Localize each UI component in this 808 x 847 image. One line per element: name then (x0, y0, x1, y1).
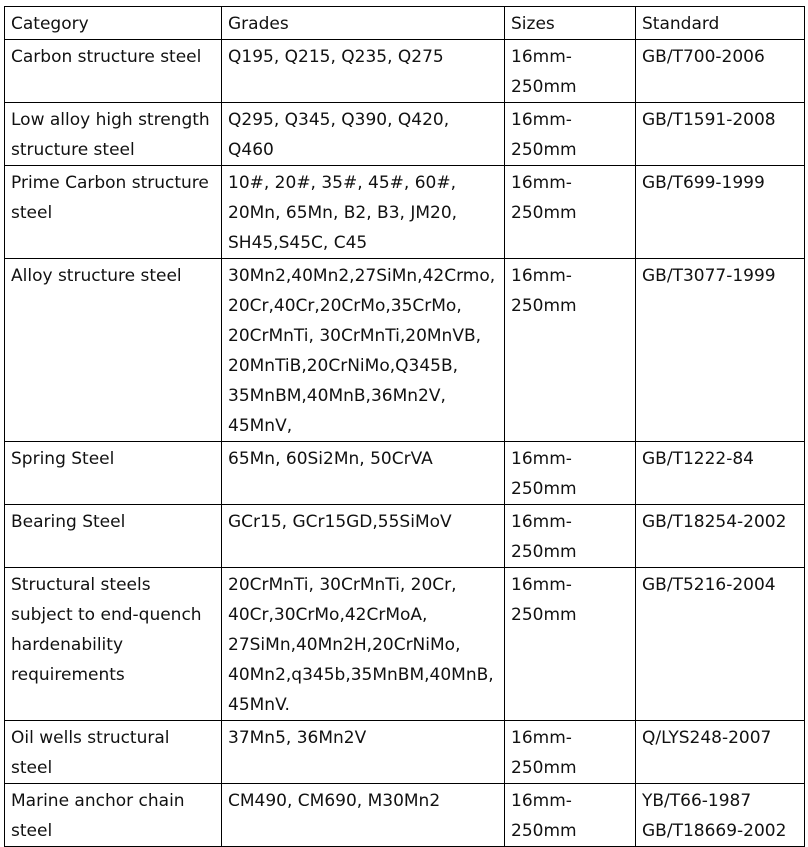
cell-grades (222, 166, 505, 259)
table-row (5, 103, 805, 166)
cell-category-line: Marine anchor chain (11, 791, 185, 811)
cell-standard (636, 442, 805, 505)
cell-grades-line: 20MnTiB,20CrNiMo,Q345B, (228, 356, 459, 376)
header-category: Category (5, 7, 222, 40)
cell-grades-line: 45MnV. (228, 695, 290, 715)
table-header-row (5, 7, 805, 40)
cell-grades (222, 442, 505, 505)
cell-grades-line: 40Cr,30CrMo,42CrMoA, (228, 605, 428, 625)
steel-grades-table (4, 6, 805, 847)
cell-standard (636, 568, 805, 721)
cell-grades-line: GCr15, GCr15GD,55SiMoV (228, 512, 452, 532)
cell-category-line: hardenability (11, 635, 124, 655)
cell-category-line: structure steel (11, 140, 135, 160)
cell-sizes: 16mm-250mm (505, 40, 636, 103)
cell-grades-line: Q195, Q215, Q235, Q275 (228, 47, 444, 67)
cell-grades (222, 103, 505, 166)
cell-sizes: 16mm-250mm (505, 103, 636, 166)
cell-standard-line: GB/T5216-2004 (642, 575, 776, 595)
cell-standard (636, 259, 805, 442)
cell-category-line: Bearing Steel (11, 512, 126, 532)
table-row (5, 568, 805, 721)
cell-grades-line: 37Mn5, 36Mn2V (228, 728, 367, 748)
table-row (5, 40, 805, 103)
cell-grades-line: SH45,S45C, C45 (228, 233, 368, 253)
cell-grades-line: Q295, Q345, Q390, Q420, (228, 110, 450, 130)
cell-standard (636, 103, 805, 166)
cell-category-line: Oil wells structural (11, 728, 170, 748)
cell-grades-line: 20Mn, 65Mn, B2, B3, JM20, (228, 203, 458, 223)
cell-grades-line: 45MnV, (228, 416, 293, 436)
cell-category (5, 568, 222, 721)
cell-standard (636, 784, 805, 847)
cell-standard-line: YB/T66-1987 (642, 791, 752, 811)
steel-grades-table-container (4, 6, 804, 847)
cell-category (5, 442, 222, 505)
cell-category (5, 721, 222, 784)
cell-category (5, 784, 222, 847)
cell-grades-line: 40Mn2,q345b,35MnBM,40MnB, (228, 665, 494, 685)
table-row (5, 259, 805, 442)
cell-standard-line: GB/T18669-2002 (642, 821, 787, 841)
cell-category-line: Low alloy high strength (11, 110, 210, 130)
table-body (5, 40, 805, 847)
table-row (5, 721, 805, 784)
cell-grades-line: CM490, CM690, M30Mn2 (228, 791, 441, 811)
cell-grades-line: 30Mn2,40Mn2,27SiMn,42Crmo, (228, 266, 496, 286)
cell-standard-line: GB/T700-2006 (642, 47, 765, 67)
cell-sizes: 16mm-250mm (505, 442, 636, 505)
cell-grades (222, 568, 505, 721)
cell-sizes: 16mm-250mm (505, 721, 636, 784)
cell-standard-line: GB/T1591-2008 (642, 110, 776, 130)
cell-category-line: Structural steels (11, 575, 151, 595)
cell-category-line: steel (11, 821, 53, 841)
cell-category-line: steel (11, 758, 53, 778)
cell-grades-line: 27SiMn,40Mn2H,20CrNiMo, (228, 635, 461, 655)
cell-grades (222, 259, 505, 442)
table-row (5, 166, 805, 259)
table-row (5, 442, 805, 505)
cell-category-line: Spring Steel (11, 449, 115, 469)
cell-category-line: subject to end-quench (11, 605, 202, 625)
cell-grades (222, 40, 505, 103)
cell-grades-line: 35MnBM,40MnB,36Mn2V, (228, 386, 446, 406)
cell-standard-line: GB/T18254-2002 (642, 512, 787, 532)
cell-standard-line: Q/LYS248-2007 (642, 728, 772, 748)
cell-standard-line: GB/T699-1999 (642, 173, 765, 193)
cell-category-line: requirements (11, 665, 125, 685)
cell-category-line: Prime Carbon structure (11, 173, 209, 193)
cell-sizes: 16mm-250mm (505, 505, 636, 568)
cell-sizes: 16mm-250mm (505, 784, 636, 847)
cell-category-line: steel (11, 203, 53, 223)
header-standard: Standard (636, 7, 805, 40)
cell-standard (636, 166, 805, 259)
header-grades: Grades (222, 7, 505, 40)
cell-standard (636, 505, 805, 568)
cell-grades-line: 20CrMnTi, 30CrMnTi,20MnVB, (228, 326, 482, 346)
cell-category (5, 40, 222, 103)
cell-grades-line: Q460 (228, 140, 274, 160)
cell-category (5, 166, 222, 259)
cell-sizes: 16mm-250mm (505, 166, 636, 259)
cell-category-line: Carbon structure steel (11, 47, 202, 67)
cell-grades-line: 65Mn, 60Si2Mn, 50CrVA (228, 449, 433, 469)
cell-grades-line: 10#, 20#, 35#, 45#, 60#, (228, 173, 457, 193)
table-row (5, 784, 805, 847)
cell-grades (222, 784, 505, 847)
header-sizes: Sizes (505, 7, 636, 40)
cell-grades (222, 721, 505, 784)
cell-sizes: 16mm-250mm (505, 568, 636, 721)
cell-category (5, 259, 222, 442)
cell-standard-line: GB/T3077-1999 (642, 266, 776, 286)
cell-grades-line: 20CrMnTi, 30CrMnTi, 20Cr, (228, 575, 457, 595)
table-row (5, 505, 805, 568)
cell-grades-line: 20Cr,40Cr,20CrMo,35CrMo, (228, 296, 462, 316)
cell-standard (636, 721, 805, 784)
cell-category (5, 505, 222, 568)
cell-grades (222, 505, 505, 568)
cell-standard (636, 40, 805, 103)
cell-category-line: Alloy structure steel (11, 266, 182, 286)
cell-sizes: 16mm-250mm (505, 259, 636, 442)
cell-category (5, 103, 222, 166)
cell-standard-line: GB/T1222-84 (642, 449, 754, 469)
